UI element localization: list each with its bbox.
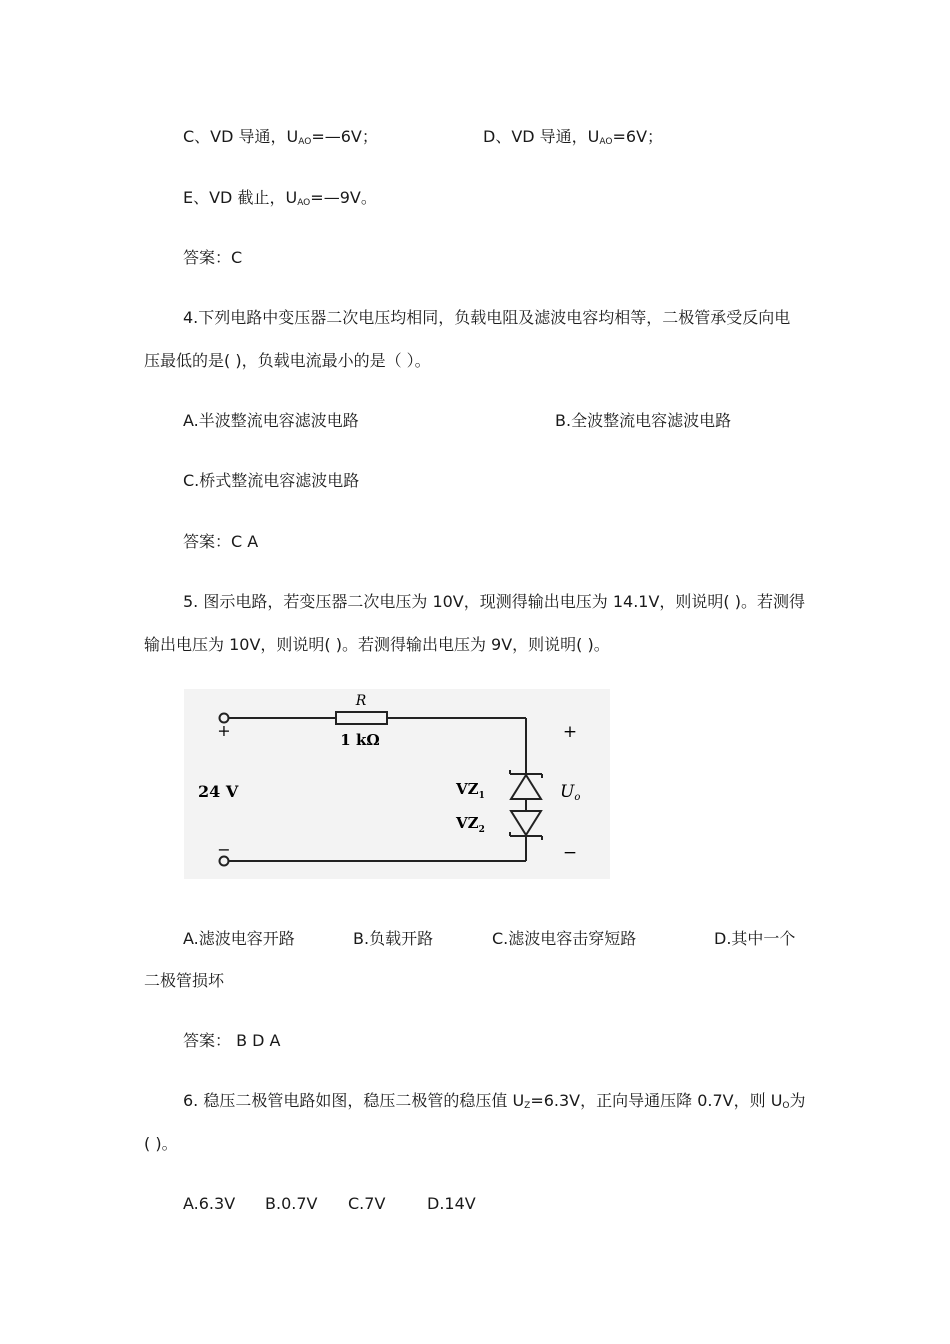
- minus-sign-left: −: [217, 840, 231, 859]
- minus-sign-right: −: [562, 843, 578, 863]
- q4-option-b: B.全波整流电容滤波电路: [555, 411, 732, 430]
- resistor-label: R: [355, 693, 367, 709]
- q6-option-b: B.0.7V: [265, 1194, 318, 1213]
- q3-option-e-value: =—9V。: [310, 188, 377, 207]
- q6-option-d: D.14V: [427, 1194, 476, 1213]
- plus-sign-right: +: [562, 722, 578, 742]
- q4-stem-line1: 4.下列电路中变压器二次电压均相同，负载电阻及滤波电容均相等，二极管承受反向电: [183, 308, 791, 327]
- q4-option-a: A.半波整流电容滤波电路: [183, 411, 359, 430]
- vz2-label: $VZ_2$: [456, 814, 485, 835]
- q5-option-d-continued: 二极管损坏: [144, 971, 225, 990]
- q3-option-d: [483, 126, 663, 153]
- vz1-label: $VZ_1$: [456, 780, 485, 801]
- q6-stem-line2: ( )。: [144, 1134, 178, 1153]
- q3-option-e-text: E、VD 截止，U: [183, 188, 298, 207]
- q6-option-c: C.7V: [348, 1194, 386, 1213]
- q4-answer: 答案：C A: [183, 532, 259, 551]
- q5-option-b: B.负载开路: [353, 929, 434, 948]
- source-voltage-label: 24 V: [198, 782, 239, 801]
- q3-option-c-text: C、VD 导通，U: [183, 127, 299, 146]
- q6-stem-text: 6. 稳压二极管电路如图，稳压二极管的稳压值 U: [183, 1091, 525, 1110]
- q5-stem-line2: 输出电压为 10V，则说明( )。若测得输出电压为 9V，则说明( )。: [144, 635, 610, 654]
- q3-option-d-text: D、VD 导通，U: [483, 127, 600, 146]
- q3-option-d-value: =6V；: [612, 127, 664, 146]
- q6-stem-line1: [183, 1090, 806, 1117]
- q3-option-c: [183, 126, 378, 153]
- q6-stem-text-mid: =6.3V，正向导通压降 0.7V，则 U: [530, 1091, 783, 1110]
- q5-answer: 答案： B D A: [183, 1031, 281, 1050]
- resistor-symbol: [336, 712, 387, 724]
- resistor-value: 1 kΩ: [340, 731, 380, 749]
- q5-option-a: A.滤波电容开路: [183, 929, 295, 948]
- q3-option-c-subscript: AO: [298, 137, 312, 147]
- q6-stem-text-end: 为: [789, 1091, 806, 1110]
- q4-option-c: C.桥式整流电容滤波电路: [183, 471, 360, 490]
- q3-option-c-value: =—6V；: [311, 127, 378, 146]
- plus-sign-left: +: [217, 721, 231, 740]
- q5-stem-line1: 5. 图示电路，若变压器二次电压为 10V，现测得输出电压为 14.1V，则说明( )。若测得: [183, 592, 805, 611]
- zener-circuit-diagram: [184, 689, 610, 879]
- output-voltage-label: Uo: [560, 782, 581, 803]
- q4-stem-line2: 压最低的是( )，负载电流最小的是（ ）。: [144, 351, 431, 370]
- q3-option-e-subscript: AO: [297, 198, 311, 208]
- q5-option-d: D.其中一个: [714, 929, 796, 948]
- q6-subscript-o: O: [782, 1101, 790, 1111]
- q6-subscript-z: Z: [524, 1101, 531, 1111]
- q3-answer: 答案：C: [183, 248, 243, 267]
- q3-option-d-subscript: AO: [599, 137, 613, 147]
- q3-option-e: [183, 187, 377, 214]
- q6-option-a: A.6.3V: [183, 1194, 236, 1213]
- q5-option-c: C.滤波电容击穿短路: [492, 929, 637, 948]
